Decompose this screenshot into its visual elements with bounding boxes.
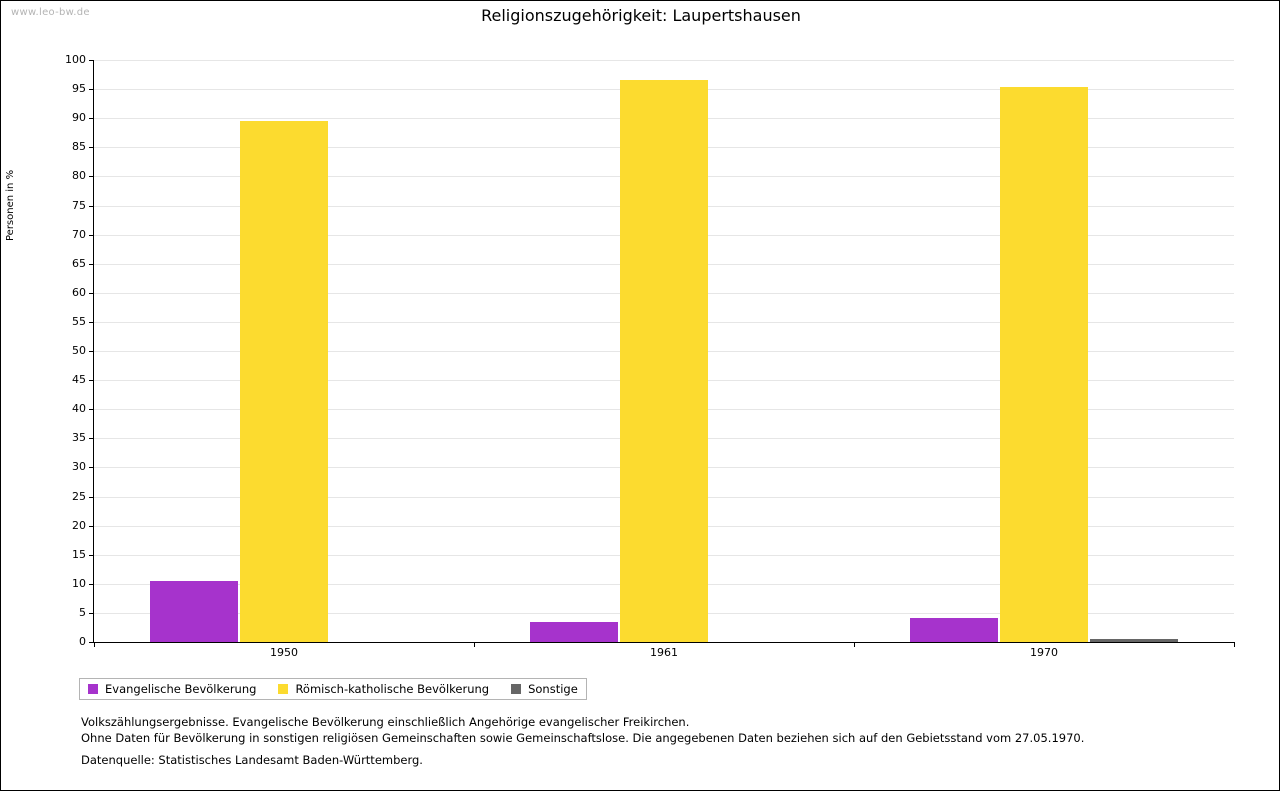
footnote-line-1: Volkszählungsergebnisse. Evangelische Bevölkerung einschließlich Angehörige evangelischer Freikirchen.	[81, 715, 690, 729]
y-tick	[89, 322, 94, 323]
y-tick-label: 65	[72, 256, 86, 270]
y-tick-label: 75	[72, 198, 86, 212]
y-tick	[89, 555, 94, 556]
legend-swatch-katholisch	[278, 684, 288, 694]
legend-label-evangelisch: Evangelische Bevölkerung	[105, 682, 257, 696]
chart-legend	[79, 678, 587, 700]
legend-item-sonstige[interactable]	[511, 682, 578, 696]
bar[interactable]	[1000, 87, 1088, 642]
y-tick	[89, 147, 94, 148]
y-tick	[89, 60, 94, 61]
legend-swatch-evangelisch	[88, 684, 98, 694]
y-tick	[89, 497, 94, 498]
y-tick	[89, 206, 94, 207]
y-tick-label: 60	[72, 285, 86, 299]
x-tick	[854, 642, 855, 647]
x-tick-label: 1950	[270, 646, 298, 659]
y-tick	[89, 264, 94, 265]
y-axis-label: Personen in %	[5, 169, 16, 241]
y-tick	[89, 235, 94, 236]
footnote-line-2: Ohne Daten für Bevölkerung in sonstigen religiösen Gemeinschaften sowie Gemeinschaftslose. Die angegebenen Daten beziehen sich auf den Gebietsstand vom 27.05.1970.	[81, 731, 1085, 745]
y-tick	[89, 89, 94, 90]
y-tick	[89, 380, 94, 381]
plot-area	[65, 53, 1234, 659]
x-tick	[474, 642, 475, 647]
y-tick	[89, 351, 94, 352]
y-tick-label: 5	[79, 605, 86, 619]
y-gridline	[94, 60, 1234, 61]
y-tick-label: 25	[72, 489, 86, 503]
y-tick-label: 35	[72, 431, 86, 445]
source-note: Datenquelle: Statistisches Landesamt Baden-Württemberg.	[81, 753, 423, 767]
watermark-label: www.leo-bw.de	[11, 7, 90, 18]
legend-label-katholisch: Römisch-katholische Bevölkerung	[295, 682, 490, 696]
y-tick	[89, 467, 94, 468]
y-tick	[89, 584, 94, 585]
y-tick	[89, 176, 94, 177]
x-tick-label: 1961	[650, 646, 678, 659]
legend-swatch-sonstige	[511, 684, 521, 694]
y-tick-label: 80	[72, 169, 86, 183]
legend-item-katholisch[interactable]	[278, 682, 489, 696]
y-tick-label: 50	[72, 344, 86, 357]
y-tick	[89, 438, 94, 439]
bar[interactable]	[150, 581, 238, 642]
bar[interactable]	[240, 121, 328, 642]
y-tick-label: 30	[72, 460, 86, 474]
bar[interactable]	[910, 618, 998, 642]
chart-title: Religionszugehörigkeit: Laupertshausen	[481, 6, 801, 25]
x-tick-label: 1970	[1030, 646, 1058, 659]
footnotes	[81, 714, 1084, 746]
y-tick-label: 45	[72, 373, 86, 387]
y-tick-label: 40	[72, 402, 86, 416]
x-tick	[1234, 642, 1235, 647]
y-tick-label: 55	[72, 314, 86, 328]
y-tick-label: 15	[72, 547, 86, 561]
legend-label-sonstige: Sonstige	[528, 682, 578, 696]
bar[interactable]	[1090, 639, 1178, 642]
legend-item-evangelisch[interactable]	[88, 682, 256, 696]
bar[interactable]	[530, 622, 618, 642]
y-tick-label: 90	[72, 111, 86, 125]
y-tick	[89, 409, 94, 410]
y-tick-label: 0	[79, 635, 86, 648]
y-tick-label: 70	[72, 227, 86, 241]
bar[interactable]	[620, 80, 708, 642]
y-tick-label: 95	[72, 82, 86, 96]
y-tick-label: 85	[72, 140, 86, 154]
x-tick	[94, 642, 95, 647]
y-tick-label: 20	[72, 518, 86, 532]
y-tick-label: 10	[72, 576, 86, 590]
y-tick-label: 100	[65, 53, 86, 66]
y-tick	[89, 613, 94, 614]
y-tick	[89, 526, 94, 527]
y-tick	[89, 118, 94, 119]
y-tick	[89, 293, 94, 294]
